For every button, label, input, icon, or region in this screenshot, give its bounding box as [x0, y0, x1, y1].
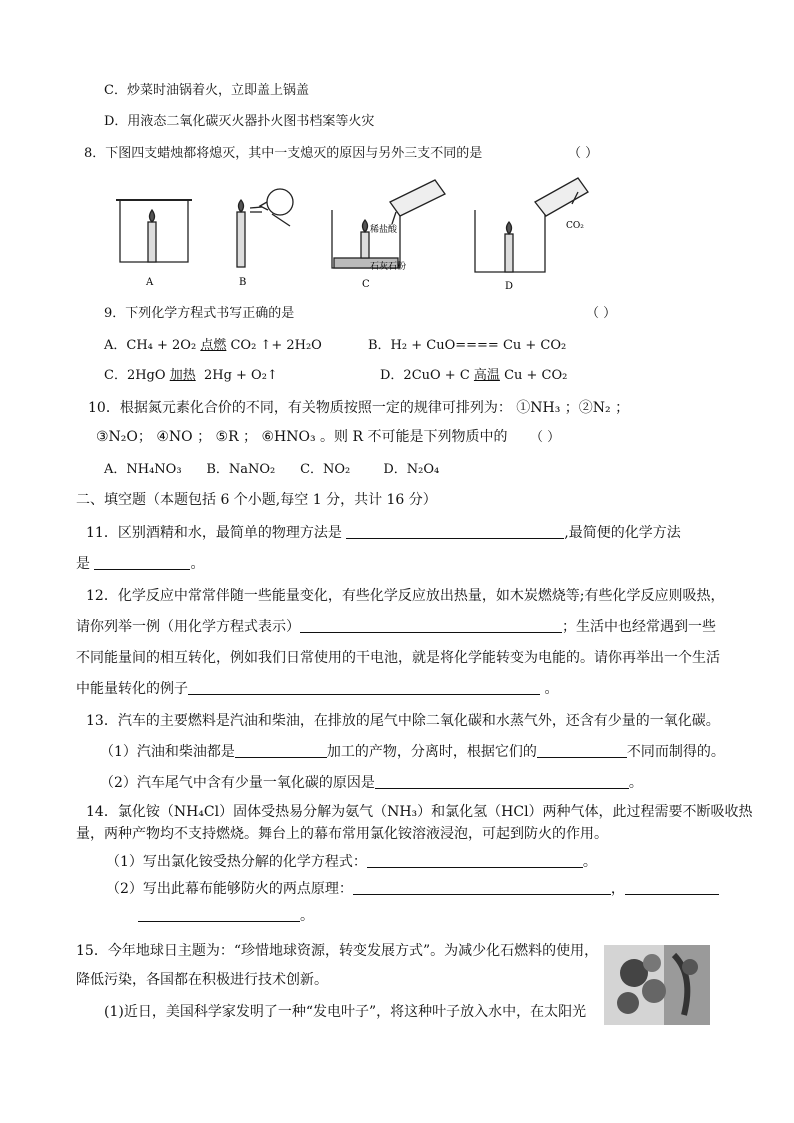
answer-blank[interactable]: [375, 774, 629, 789]
q15-line-2: 降低污染，各国都在积极进行技术创新。: [76, 972, 328, 988]
leaf-photo-image: [604, 945, 710, 1025]
q10-options: A．NH₄NO₃ B．NaNO₂ C．NO₂ D．N₂O₄: [104, 462, 440, 477]
answer-blank[interactable]: [346, 524, 564, 539]
answer-blank[interactable]: [94, 555, 190, 570]
answer-blank[interactable]: [353, 880, 611, 895]
q8-answer-paren: （ ）: [568, 146, 599, 161]
q9-option-d: D．2CuO + C 高温 Cu + CO₂: [380, 368, 568, 383]
answer-blank[interactable]: [138, 907, 300, 922]
q9-stem: 9．下列化学方程式书写正确的是: [104, 306, 295, 321]
q7-option-d: D．用液态二氧化碳灭火器扑火图书档案等火灾: [104, 114, 375, 129]
q9-option-c: C．2HgO 加热 2Hg + O₂↑: [104, 368, 278, 383]
leaf-photo: [604, 945, 710, 1025]
reaction-condition: 加热: [169, 368, 196, 383]
q14-line-3: （1）写出氯化铵受热分解的化学方程式： 。: [106, 854, 597, 870]
q9-option-b: B．H₂ + CuO==== Cu + CO₂: [368, 338, 567, 353]
reaction-condition: 高温: [473, 368, 500, 383]
q11-line-1: 11．区别酒精和水，最简单的物理方法是 ,最简便的化学方法: [86, 525, 681, 541]
figure-label-b: B: [239, 277, 247, 288]
q9-answer-paren: （ ）: [586, 306, 617, 321]
q8-stem: 8．下图四支蜡烛都将熄灭，其中一支熄灭的原因与另外三支不同的是: [84, 146, 483, 161]
q14-line-2: 量，两种产物均不支持燃烧。舞台上的幕布常用氯化铵溶液浸泡，可起到防火的作用。: [76, 826, 608, 842]
acid-label: 稀盐酸: [370, 225, 398, 235]
limestone-label: 石灰石粉: [370, 262, 407, 272]
q15-line-3: (1)近日，美国科学家发明了一种“发电叶子”，将这种叶子放入水中，在太阳光: [104, 1004, 587, 1020]
figure-label-c: C: [362, 279, 370, 290]
q10-line-2: ③N₂O； ④NO ； ⑤R ； ⑥HNO₃ 。则 R 不可能是下列物质中的: [96, 429, 508, 445]
reaction-condition: 点燃: [200, 338, 227, 353]
q12-line-3: 不同能量间的相互转化，例如我们日常使用的干电池，就是将化学能转变为电能的。请你再举出一个生活: [76, 650, 720, 666]
q14-line-4: （2）写出此幕布能够防火的两点原理： ，: [106, 880, 719, 898]
q12-line-2: 请你列举一例（用化学方程式表示） ；生活中也经常遇到一些: [76, 619, 716, 635]
answer-blank[interactable]: [235, 743, 327, 758]
q14-line-5: 。: [138, 907, 314, 925]
answer-blank[interactable]: [367, 853, 583, 868]
figure-a: [116, 200, 192, 262]
q14-line-1: 14．氯化铵（NH₄Cl）固体受热易分解为氨气（NH₃）和氯化氢（HCl）两种气体，此过程需要不断吸收热: [86, 804, 753, 820]
q13-line-2: （1）汽油和柴油都是 加工的产物，分离时，根据它们的 不同而制得的。: [100, 744, 725, 760]
q13-line-1: 13．汽车的主要燃料是汽油和柴油，在排放的尾气中除二氧化碳和水蒸气外，还含有少量的一氧化碳。: [86, 713, 720, 729]
co2-label: CO₂: [566, 221, 584, 231]
figure-label-a: A: [146, 277, 154, 288]
figure-c: [332, 180, 445, 268]
q7-option-c: C．炒菜时油锅着火，立即盖上锅盖: [104, 83, 309, 98]
figure-b: [237, 189, 293, 267]
q15-line-1: 15．今年地球日主题为：“珍惜地球资源，转变发展方式”。为减少化石燃料的使用，: [76, 943, 599, 959]
q10-answer-paren: （ ）: [530, 430, 561, 445]
answer-blank[interactable]: [537, 743, 627, 758]
answer-blank[interactable]: [625, 880, 719, 895]
q9-option-a: A．CH₄ + 2O₂ 点燃 CO₂ ↑+ 2H₂O: [104, 338, 322, 353]
q12-line-1: 12．化学反应中常常伴随一些能量变化，有些化学反应放出热量，如木炭燃烧等;有些化学反应则吸热，: [86, 588, 725, 604]
figure-label-d: D: [505, 281, 514, 292]
section-heading: 二、填空题（本题包括 6 个小题,每空 1 分，共计 16 分）: [76, 492, 437, 508]
q11-line-2: 是 。: [76, 556, 205, 572]
q12-line-4: 中能量转化的例子 。: [76, 681, 559, 697]
q13-line-3: （2）汽车尾气中含有少量一氧化碳的原因是 。: [100, 775, 643, 791]
q8-candle-figure: [100, 172, 620, 297]
q10-line-1: 10．根据氮元素化合价的不同，有关物质按照一定的规律可排列为： ①NH₃ ；②N₂ ；: [88, 400, 630, 416]
answer-blank[interactable]: [300, 618, 562, 633]
answer-blank[interactable]: [188, 680, 540, 695]
